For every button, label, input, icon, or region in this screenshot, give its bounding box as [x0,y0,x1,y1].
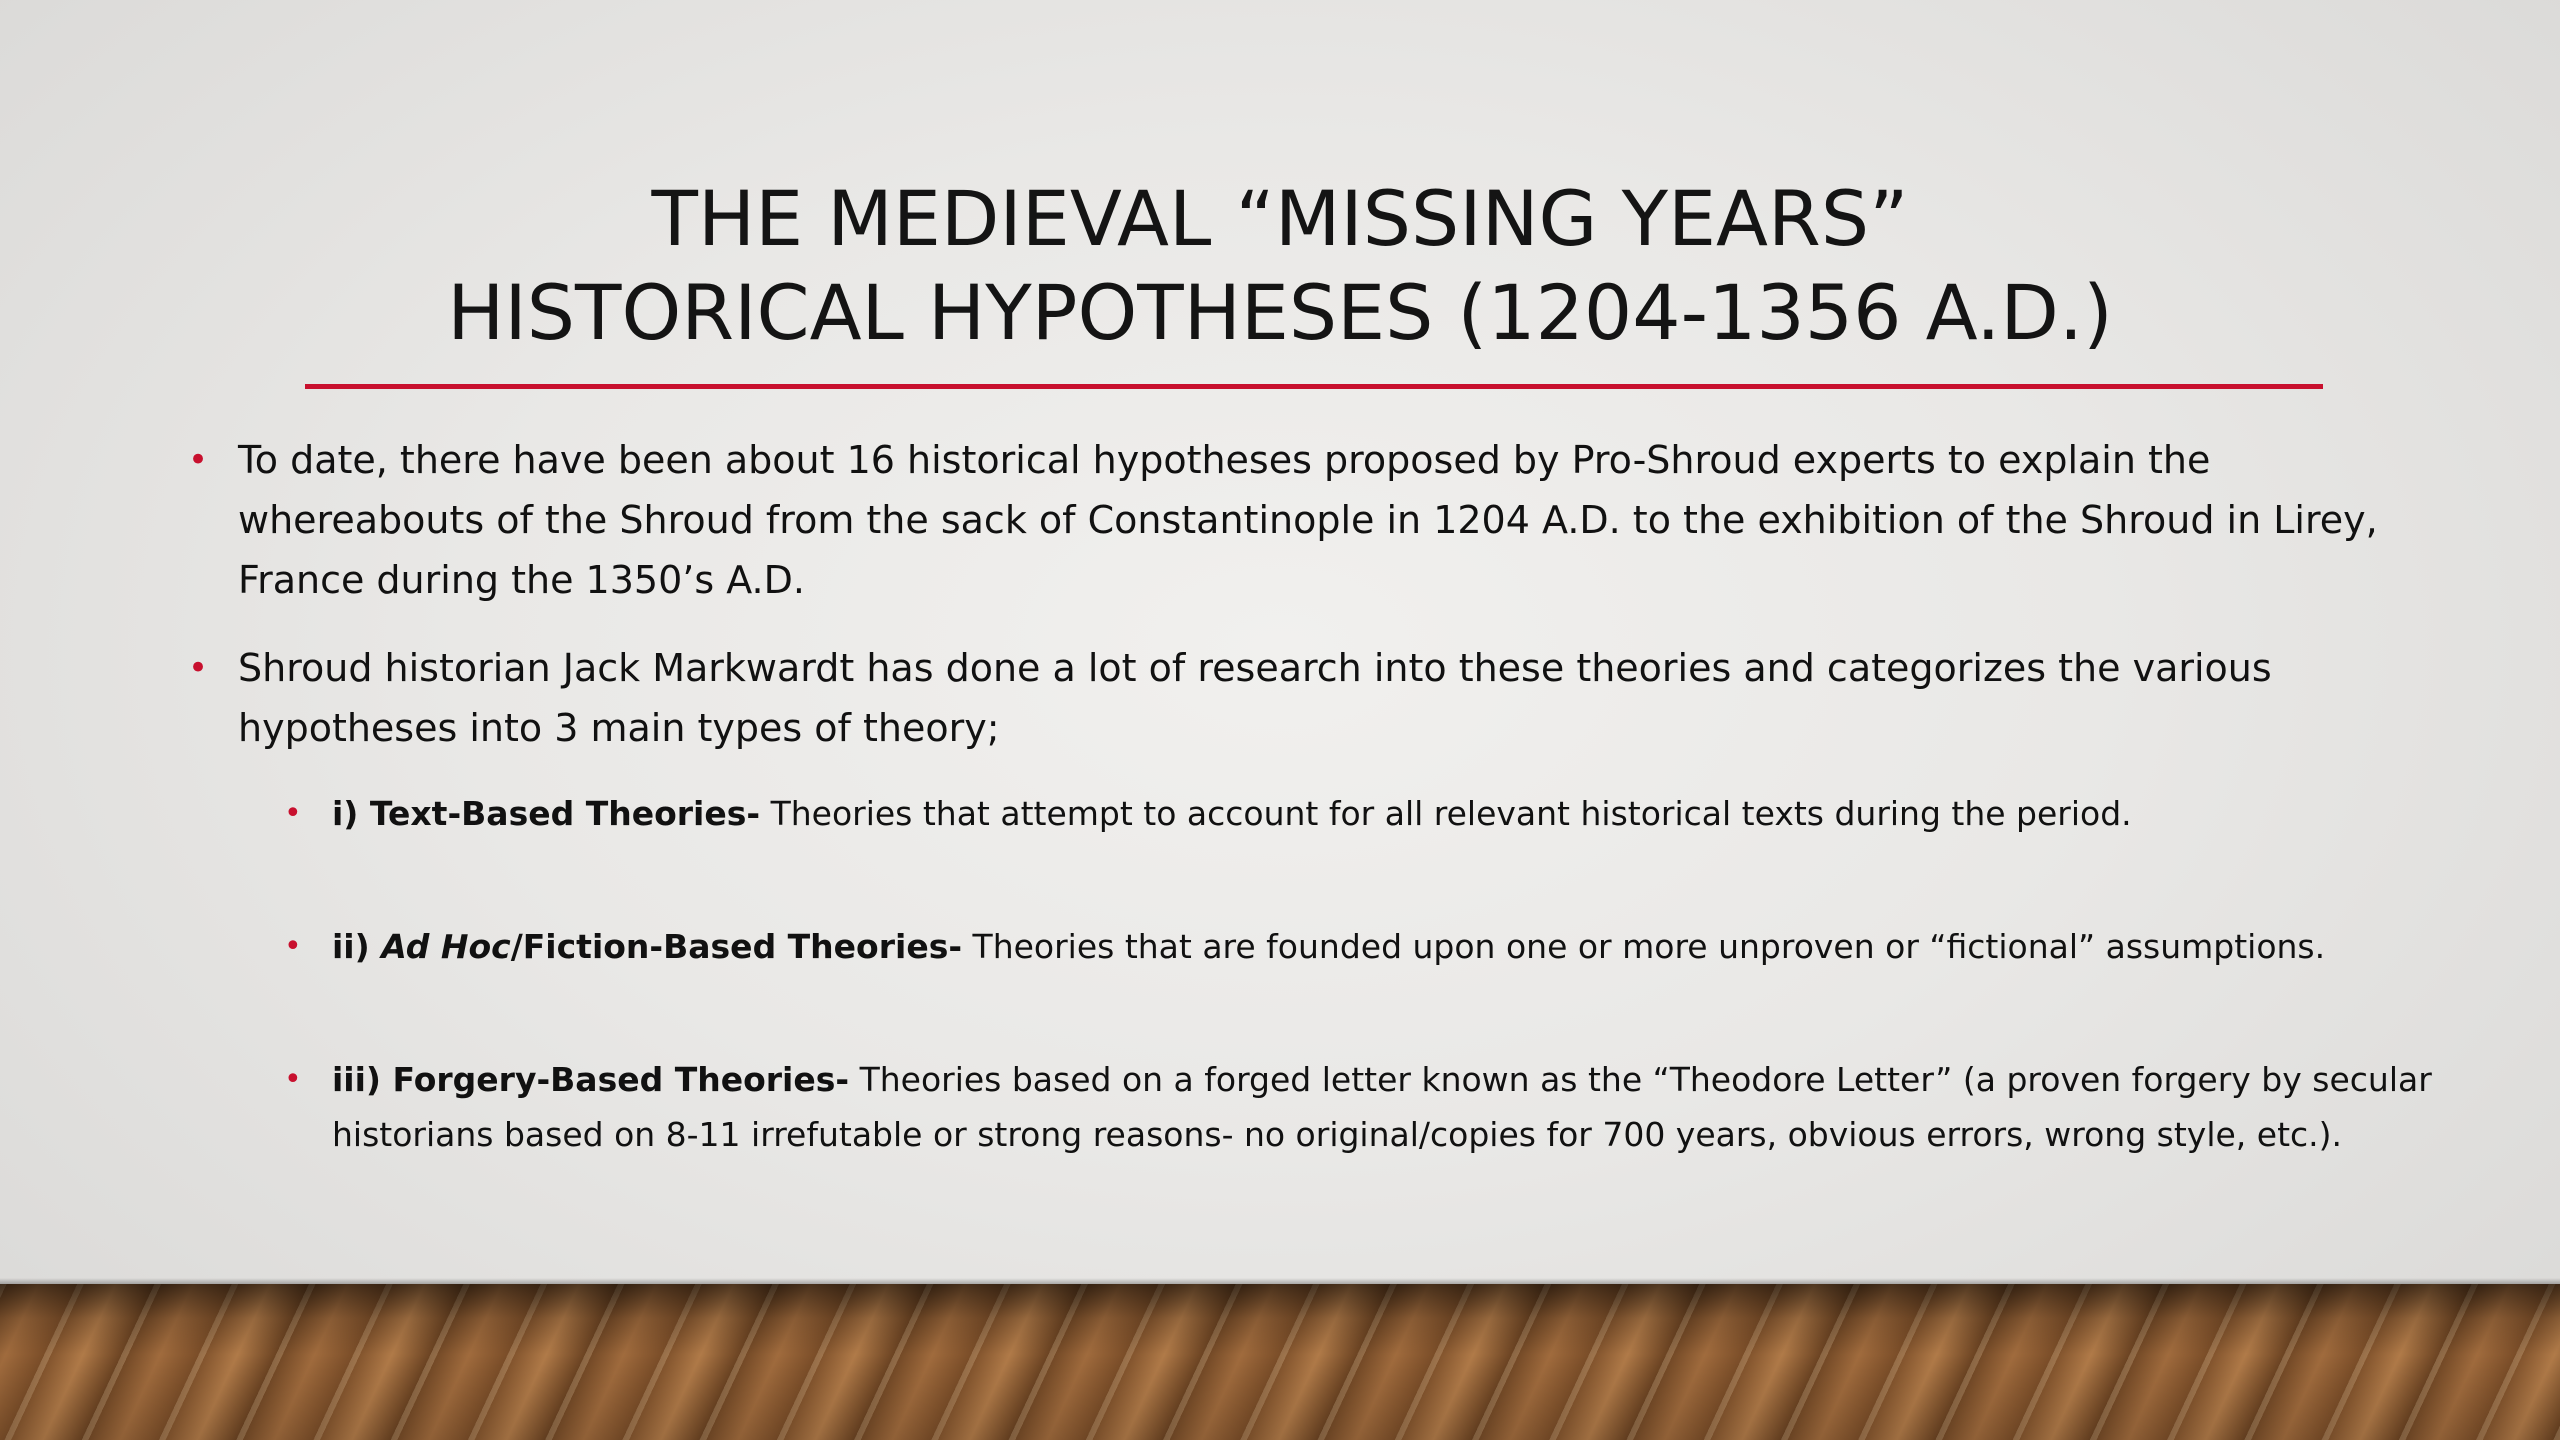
bullet-icon: • [188,648,209,688]
title-line-1: THE MEDIEVAL “MISSING YEARS” [651,174,1909,263]
bullet-icon: • [284,929,302,964]
sub-bullet-list [180,786,2440,1162]
sub-bullet-label: Forgery-Based Theories- [392,1060,850,1099]
sub-bullet-prefix: ii) [332,927,382,966]
sub-bullet-label-italic: Ad Hoc [381,927,511,966]
bullet-text: Shroud historian Jack Markwardt has done a lot of research into these theories and categorizes the various hypotheses into 3 main types of theory; [238,646,2272,750]
bullet-text: To date, there have been about 16 historical hypotheses proposed by Pro-Shroud experts to explain the whereabouts of the Shroud from the sack of Constantinople in 1204 A.D. to the exhibition of the Shroud in Lirey, France during the 1350’s A.D. [238,438,2378,602]
title-line-2: HISTORICAL HYPOTHESES (1204-1356 A.D.) [447,268,2113,357]
bullet-item [180,638,2440,758]
sub-bullet-text: Theories based on a forged letter known as the “Theodore Letter” (a proven forgery by secular historians based on 8-11 irrefutable or strong reasons- no original/copies for 700 years, obvious errors, wrong style, etc.). [332,1060,2432,1154]
bullet-item [180,430,2440,610]
sub-bullet-text: Theories that attempt to account for all relevant historical texts during the period. [760,794,2132,833]
bullet-icon: • [188,440,209,480]
bullet-icon: • [284,796,302,831]
sub-bullet-item [180,919,2440,974]
sub-bullet-item [180,786,2440,841]
wooden-floor [0,1284,2560,1440]
sub-bullet-item [180,1052,2440,1162]
sub-bullet-text: Theories that are founded upon one or more unproven or “fictional” assumptions. [962,927,2326,966]
sub-bullet-prefix: i) [332,794,370,833]
slide-title [300,172,2260,360]
title-underline [305,384,2323,389]
bullet-icon: • [284,1062,302,1097]
sub-bullet-prefix: iii) [332,1060,393,1099]
slide-body [180,430,2440,1240]
sub-bullet-label: /Fiction-Based Theories- [510,927,963,966]
sub-bullet-label: Text-Based Theories- [369,794,761,833]
